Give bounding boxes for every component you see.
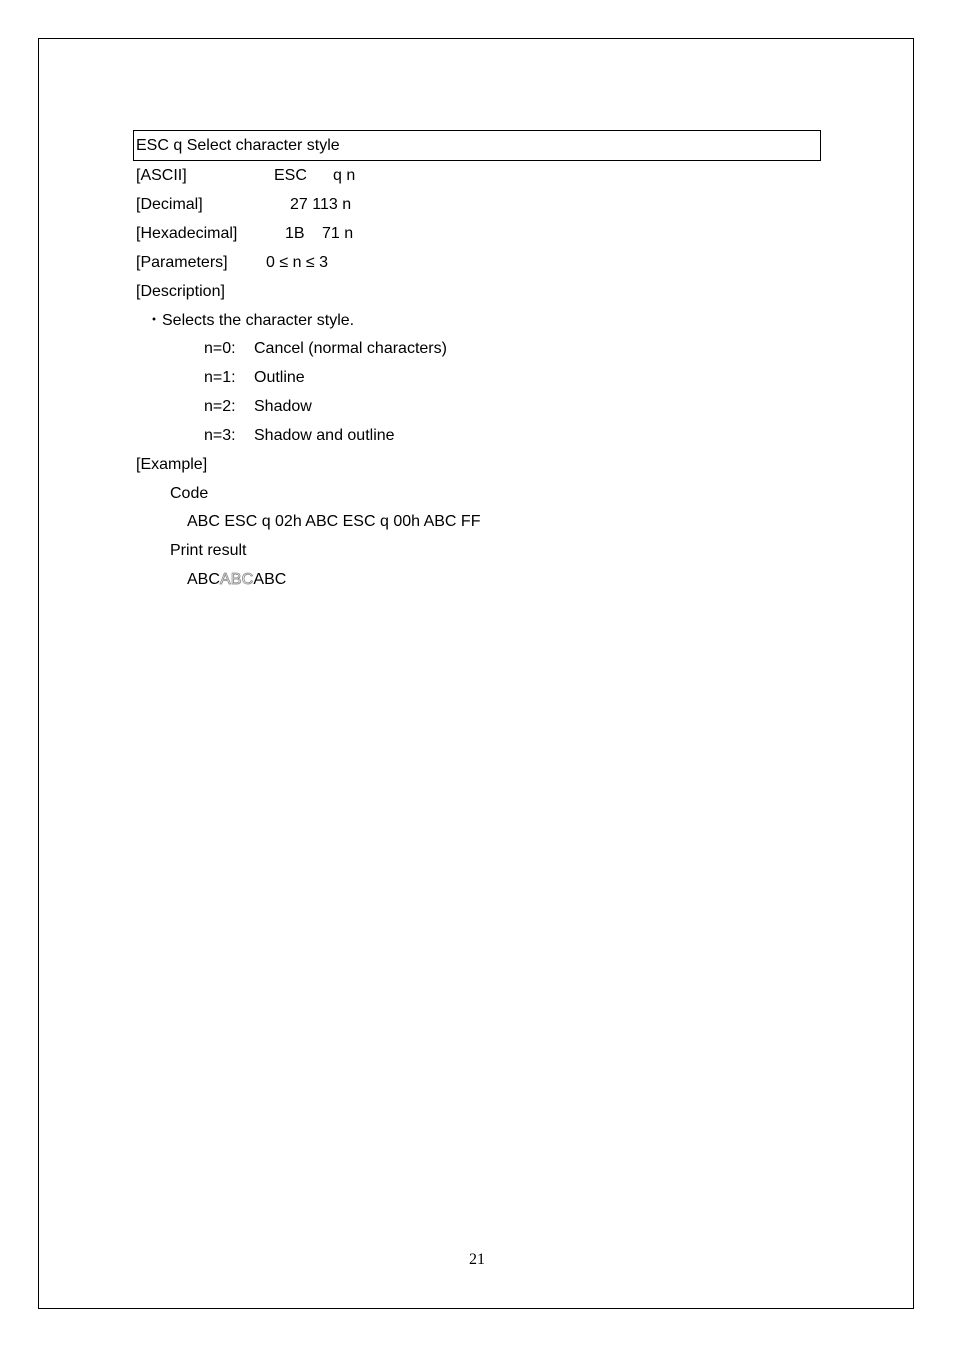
command-title-box	[133, 130, 821, 161]
code-label: Code	[170, 485, 209, 502]
option-text-1: Outline	[254, 369, 305, 386]
example-label: [Example]	[136, 456, 208, 473]
hex-label: [Hexadecimal]	[136, 225, 238, 242]
description-label: [Description]	[136, 283, 225, 300]
decimal-value: 27 113 n	[290, 196, 352, 213]
option-text-3: Shadow and outline	[254, 427, 395, 444]
print-result-outline: ABC	[219, 571, 254, 588]
option-text-0: Cancel (normal characters)	[254, 340, 447, 357]
command-title: ESC q Select character style	[136, 137, 340, 154]
option-text-2: Shadow	[254, 398, 312, 415]
ascii-value-esc: ESC	[274, 167, 307, 184]
print-result-normal-1: ABC	[187, 571, 220, 588]
parameters-value: 0 ≤ n ≤ 3	[266, 254, 329, 271]
code-value: ABC ESC q 02h ABC ESC q 00h ABC FF	[187, 513, 481, 530]
print-result-label: Print result	[170, 542, 247, 559]
option-code-1: n=1:	[204, 369, 236, 386]
parameters-label: [Parameters]	[136, 254, 228, 271]
print-result-normal-2: ABC	[253, 571, 287, 588]
ascii-value-qn: q n	[333, 167, 356, 184]
decimal-label: [Decimal]	[136, 196, 203, 213]
print-result	[187, 570, 286, 589]
description-text: ・Selects the character style.	[146, 312, 355, 329]
option-code-0: n=0:	[204, 340, 236, 357]
page-number: 21	[469, 1251, 485, 1268]
ascii-label: [ASCII]	[136, 167, 187, 184]
hex-value-1b: 1B	[285, 225, 305, 242]
option-code-2: n=2:	[204, 398, 236, 415]
hex-value-71n: 71 n	[322, 225, 354, 242]
option-code-3: n=3:	[204, 427, 236, 444]
